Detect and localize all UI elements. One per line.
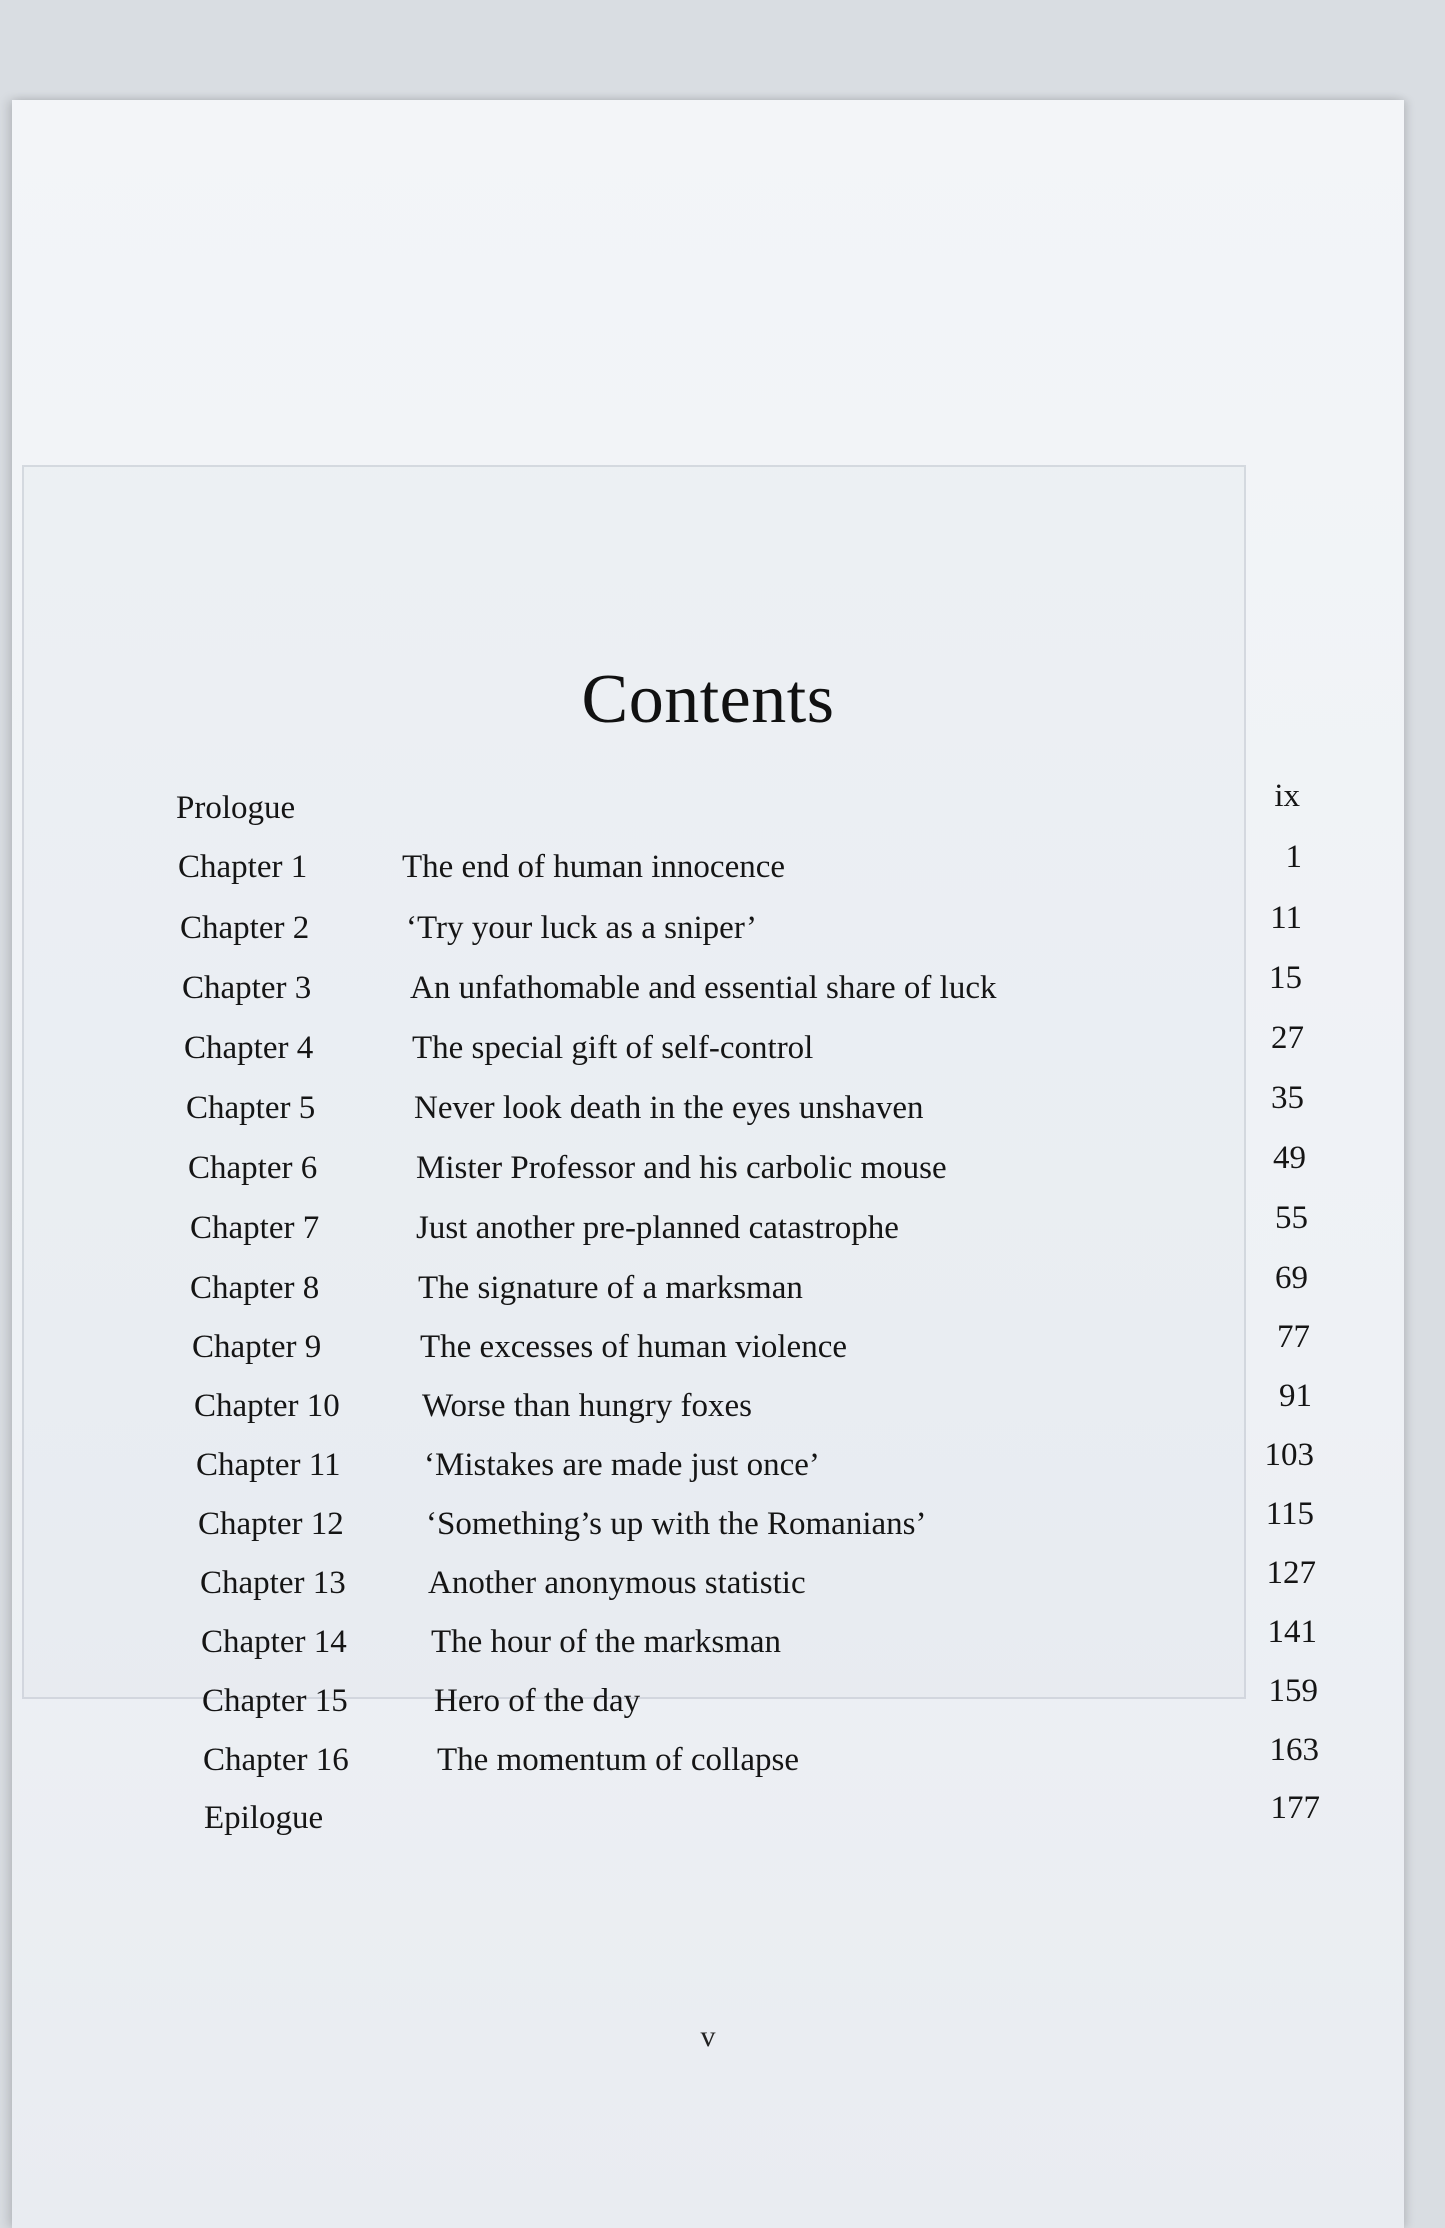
toc-page-number: 69: [1275, 1260, 1308, 1296]
toc-label: Chapter 9: [192, 1329, 322, 1365]
page-folio: v: [700, 2020, 716, 2053]
toc-label: Chapter 11: [196, 1447, 341, 1483]
toc-title: Worse than hungry foxes: [422, 1388, 753, 1424]
toc-page-number: 91: [1279, 1378, 1312, 1414]
toc-page-number: 15: [1269, 960, 1302, 996]
toc-title: Mister Professor and his carbolic mouse: [416, 1150, 947, 1186]
toc-title: Hero of the day: [434, 1683, 641, 1719]
toc-title: ‘Try your luck as a sniper’: [406, 910, 758, 946]
toc-page-number: 159: [1268, 1673, 1318, 1709]
toc-page-number: 127: [1266, 1555, 1316, 1591]
toc-title: The signature of a marksman: [418, 1270, 803, 1306]
toc-page-number: 141: [1267, 1614, 1317, 1650]
toc-label: Chapter 12: [198, 1506, 344, 1542]
toc-title: Another anonymous statistic: [428, 1565, 806, 1601]
toc-label: Chapter 13: [200, 1565, 346, 1601]
toc-title: The special gift of self-control: [412, 1030, 814, 1066]
toc-title: Never look death in the eyes unshaven: [414, 1090, 924, 1126]
toc-label: Chapter 8: [190, 1270, 320, 1306]
toc-label: Prologue: [176, 790, 296, 826]
toc-title: ‘Something’s up with the Romanians’: [426, 1506, 927, 1542]
toc-label: Chapter 5: [186, 1090, 316, 1126]
toc-label: Chapter 16: [203, 1742, 349, 1778]
toc-title: The hour of the marksman: [431, 1624, 782, 1660]
toc-page-number: 177: [1270, 1790, 1320, 1826]
toc-label: Chapter 10: [194, 1388, 340, 1424]
table-of-contents: [12, 100, 1404, 2228]
toc-title: Just another pre-planned catastrophe: [416, 1210, 899, 1246]
toc-page-number: 115: [1265, 1496, 1314, 1532]
toc-page-number: 103: [1264, 1437, 1314, 1473]
toc-label: Chapter 7: [190, 1210, 320, 1246]
toc-label: Chapter 1: [178, 849, 308, 885]
toc-page-number: 163: [1269, 1732, 1319, 1768]
toc-title: ‘Mistakes are made just once’: [424, 1447, 820, 1483]
toc-page-number: ix: [1274, 778, 1300, 814]
toc-page-number: 55: [1275, 1200, 1308, 1236]
toc-label: Chapter 4: [184, 1030, 314, 1066]
toc-label: Chapter 15: [202, 1683, 348, 1719]
toc-title: The end of human innocence: [402, 849, 786, 885]
toc-label: Chapter 14: [201, 1624, 347, 1660]
toc-label: Chapter 6: [188, 1150, 318, 1186]
toc-page-number: 1: [1285, 839, 1302, 875]
toc-page-number: 11: [1270, 900, 1302, 936]
toc-page-number: 77: [1277, 1319, 1310, 1355]
toc-label: Chapter 3: [182, 970, 312, 1006]
toc-label: Epilogue: [204, 1800, 324, 1836]
toc-title: The excesses of human violence: [420, 1329, 848, 1365]
toc-page-number: 27: [1271, 1020, 1304, 1056]
toc-label: Chapter 2: [180, 910, 310, 946]
toc-page-number: 49: [1273, 1140, 1306, 1176]
book-page: [12, 100, 1404, 2228]
page-title: Contents: [581, 661, 835, 738]
toc-title: An unfathomable and essential share of luck: [410, 970, 997, 1006]
toc-title: The momentum of collapse: [437, 1742, 799, 1778]
toc-page-number: 35: [1271, 1080, 1304, 1116]
